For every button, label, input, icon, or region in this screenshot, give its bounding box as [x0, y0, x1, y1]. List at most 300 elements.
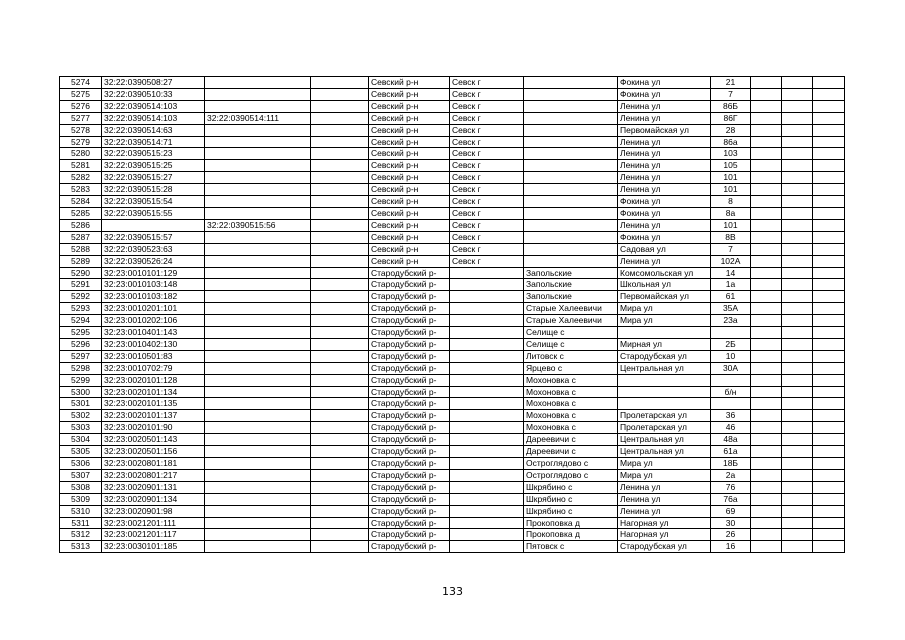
cell-extra-col-1	[751, 315, 782, 327]
cell-cadastral-number: 32:22:0390526:24	[102, 255, 205, 267]
cell-city: Севск г	[450, 124, 524, 136]
cell-extra-col-3	[813, 267, 845, 279]
cell-district: Стародубский р-	[369, 267, 450, 279]
cell-related-cadastral-number	[205, 172, 311, 184]
cell-extra-col-3	[813, 100, 845, 112]
cell-settlement: Дареевичи с	[524, 434, 618, 446]
cell-district: Севский р-н	[369, 88, 450, 100]
cell-row-number: 5308	[60, 481, 102, 493]
cell-extra-col-1	[751, 338, 782, 350]
cell-related-cadastral-number	[205, 243, 311, 255]
cell-extra-col-2	[782, 255, 813, 267]
table-row	[60, 493, 845, 505]
cell-city	[450, 469, 524, 481]
cell-row-number: 5297	[60, 350, 102, 362]
cell-city: Севск г	[450, 184, 524, 196]
cell-cadastral-number: 32:22:0390514:103	[102, 100, 205, 112]
cell-extra-col-2	[782, 291, 813, 303]
cell-row-number: 5290	[60, 267, 102, 279]
cell-district: Севский р-н	[369, 184, 450, 196]
cell-street: Нагорная ул	[618, 517, 711, 529]
cell-blank-col	[311, 88, 369, 100]
cell-district: Стародубский р-	[369, 386, 450, 398]
cell-settlement: Мохоновка с	[524, 410, 618, 422]
cell-district: Севский р-н	[369, 112, 450, 124]
cell-house-number: 2Б	[711, 338, 751, 350]
cell-settlement: Селище с	[524, 327, 618, 339]
cell-extra-col-1	[751, 410, 782, 422]
cell-extra-col-2	[782, 517, 813, 529]
cell-cadastral-number: 32:22:0390515:25	[102, 160, 205, 172]
cell-extra-col-1	[751, 350, 782, 362]
cell-blank-col	[311, 398, 369, 410]
table-row	[60, 458, 845, 470]
cell-city: Севск г	[450, 231, 524, 243]
cell-extra-col-1	[751, 434, 782, 446]
cell-extra-col-3	[813, 422, 845, 434]
cell-district: Стародубский р-	[369, 410, 450, 422]
cell-street: Мира ул	[618, 315, 711, 327]
cell-extra-col-2	[782, 362, 813, 374]
cell-settlement: Мохоновка с	[524, 422, 618, 434]
cell-district: Севский р-н	[369, 255, 450, 267]
cell-cadastral-number: 32:22:0390515:27	[102, 172, 205, 184]
cell-extra-col-2	[782, 529, 813, 541]
cell-extra-col-2	[782, 338, 813, 350]
cell-extra-col-2	[782, 124, 813, 136]
cell-settlement	[524, 160, 618, 172]
cell-district: Стародубский р-	[369, 493, 450, 505]
cell-house-number: 61а	[711, 446, 751, 458]
cell-street: Центральная ул	[618, 446, 711, 458]
cell-cadastral-number: 32:22:0390523:63	[102, 243, 205, 255]
cell-street: Мира ул	[618, 469, 711, 481]
cell-related-cadastral-number	[205, 458, 311, 470]
cell-house-number: 1а	[711, 279, 751, 291]
cell-row-number: 5283	[60, 184, 102, 196]
cell-row-number: 5306	[60, 458, 102, 470]
cell-extra-col-2	[782, 398, 813, 410]
cell-district: Севский р-н	[369, 124, 450, 136]
cell-city	[450, 303, 524, 315]
cell-district: Стародубский р-	[369, 434, 450, 446]
cell-blank-col	[311, 172, 369, 184]
cell-extra-col-3	[813, 362, 845, 374]
cell-related-cadastral-number	[205, 493, 311, 505]
cell-extra-col-3	[813, 374, 845, 386]
cell-extra-col-1	[751, 207, 782, 219]
cell-blank-col	[311, 374, 369, 386]
table-row	[60, 100, 845, 112]
cell-city	[450, 458, 524, 470]
cell-extra-col-3	[813, 493, 845, 505]
cell-district: Севский р-н	[369, 136, 450, 148]
cell-settlement: Селище с	[524, 338, 618, 350]
cell-city	[450, 517, 524, 529]
cell-related-cadastral-number	[205, 327, 311, 339]
cell-extra-col-2	[782, 77, 813, 89]
cell-row-number: 5309	[60, 493, 102, 505]
table-row	[60, 422, 845, 434]
cell-extra-col-2	[782, 315, 813, 327]
cell-city: Севск г	[450, 100, 524, 112]
cell-related-cadastral-number	[205, 386, 311, 398]
table-row	[60, 303, 845, 315]
cell-row-number: 5295	[60, 327, 102, 339]
cell-city: Севск г	[450, 196, 524, 208]
cell-related-cadastral-number	[205, 267, 311, 279]
cell-cadastral-number: 32:23:0020501:156	[102, 446, 205, 458]
cell-blank-col	[311, 243, 369, 255]
cell-district: Стародубский р-	[369, 374, 450, 386]
cell-cadastral-number: 32:23:0020101:137	[102, 410, 205, 422]
cell-blank-col	[311, 207, 369, 219]
cell-extra-col-1	[751, 172, 782, 184]
cell-street: Ленина ул	[618, 160, 711, 172]
cell-blank-col	[311, 100, 369, 112]
cell-house-number	[711, 398, 751, 410]
cell-street: Мирная ул	[618, 338, 711, 350]
table-row	[60, 469, 845, 481]
table-row	[60, 88, 845, 100]
cell-blank-col	[311, 77, 369, 89]
cell-cadastral-number: 32:22:0390515:57	[102, 231, 205, 243]
property-register-table	[59, 76, 845, 553]
cell-extra-col-3	[813, 124, 845, 136]
cell-extra-col-1	[751, 231, 782, 243]
cell-extra-col-2	[782, 422, 813, 434]
cell-cadastral-number: 32:23:0010702:79	[102, 362, 205, 374]
cell-district: Стародубский р-	[369, 291, 450, 303]
table-row	[60, 362, 845, 374]
cell-blank-col	[311, 458, 369, 470]
table-row	[60, 338, 845, 350]
cell-house-number	[711, 327, 751, 339]
cell-house-number: 21	[711, 77, 751, 89]
cell-city	[450, 529, 524, 541]
cell-extra-col-2	[782, 446, 813, 458]
cell-district: Севский р-н	[369, 160, 450, 172]
cell-district: Севский р-н	[369, 148, 450, 160]
cell-street	[618, 386, 711, 398]
cell-extra-col-2	[782, 505, 813, 517]
cell-cadastral-number: 32:23:0010103:148	[102, 279, 205, 291]
cell-city: Севск г	[450, 160, 524, 172]
cell-street: Ленина ул	[618, 100, 711, 112]
cell-cadastral-number: 32:23:0020801:217	[102, 469, 205, 481]
cell-extra-col-2	[782, 493, 813, 505]
cell-extra-col-1	[751, 493, 782, 505]
cell-city: Севск г	[450, 77, 524, 89]
cell-district: Севский р-н	[369, 231, 450, 243]
cell-city: Севск г	[450, 255, 524, 267]
cell-blank-col	[311, 219, 369, 231]
cell-related-cadastral-number	[205, 88, 311, 100]
cell-cadastral-number: 32:23:0020101:90	[102, 422, 205, 434]
cell-settlement: Запольские	[524, 279, 618, 291]
cell-extra-col-2	[782, 458, 813, 470]
cell-settlement	[524, 207, 618, 219]
cell-house-number: 105	[711, 160, 751, 172]
table-row	[60, 410, 845, 422]
cell-extra-col-1	[751, 362, 782, 374]
page-number: 133	[442, 585, 463, 598]
table-row	[60, 517, 845, 529]
cell-related-cadastral-number	[205, 279, 311, 291]
cell-row-number: 5296	[60, 338, 102, 350]
cell-related-cadastral-number	[205, 124, 311, 136]
cell-extra-col-3	[813, 219, 845, 231]
cell-house-number: 46	[711, 422, 751, 434]
cell-city	[450, 291, 524, 303]
cell-city	[450, 434, 524, 446]
cell-house-number: 101	[711, 172, 751, 184]
cell-related-cadastral-number	[205, 446, 311, 458]
table-row	[60, 231, 845, 243]
cell-house-number: 61	[711, 291, 751, 303]
cell-city: Севск г	[450, 207, 524, 219]
cell-house-number: 101	[711, 219, 751, 231]
table-row	[60, 291, 845, 303]
cell-street: Фокина ул	[618, 231, 711, 243]
cell-settlement: Дареевичи с	[524, 446, 618, 458]
cell-blank-col	[311, 434, 369, 446]
cell-cadastral-number: 32:23:0020101:134	[102, 386, 205, 398]
table-row	[60, 434, 845, 446]
cell-street: Ленина ул	[618, 255, 711, 267]
cell-street: Первомайская ул	[618, 124, 711, 136]
cell-blank-col	[311, 469, 369, 481]
cell-row-number: 5294	[60, 315, 102, 327]
cell-district: Севский р-н	[369, 196, 450, 208]
cell-blank-col	[311, 505, 369, 517]
cell-house-number: 7	[711, 88, 751, 100]
table-row	[60, 327, 845, 339]
cell-extra-col-3	[813, 243, 845, 255]
cell-settlement: Мохоновка с	[524, 398, 618, 410]
cell-house-number: 23а	[711, 315, 751, 327]
cell-settlement	[524, 112, 618, 124]
cell-street: Центральная ул	[618, 434, 711, 446]
cell-extra-col-1	[751, 124, 782, 136]
cell-cadastral-number: 32:23:0010101:129	[102, 267, 205, 279]
cell-city: Севск г	[450, 112, 524, 124]
cell-cadastral-number: 32:23:0010103:182	[102, 291, 205, 303]
table-row	[60, 398, 845, 410]
cell-row-number: 5275	[60, 88, 102, 100]
cell-extra-col-2	[782, 184, 813, 196]
cell-extra-col-3	[813, 148, 845, 160]
cell-street: Садовая ул	[618, 243, 711, 255]
cell-related-cadastral-number	[205, 505, 311, 517]
cell-settlement: Ярцево с	[524, 362, 618, 374]
cell-related-cadastral-number	[205, 398, 311, 410]
cell-house-number: 10	[711, 350, 751, 362]
cell-extra-col-1	[751, 517, 782, 529]
table-row	[60, 112, 845, 124]
cell-district: Севский р-н	[369, 77, 450, 89]
cell-extra-col-3	[813, 112, 845, 124]
cell-cadastral-number: 32:22:0390515:28	[102, 184, 205, 196]
cell-extra-col-3	[813, 291, 845, 303]
cell-extra-col-3	[813, 231, 845, 243]
cell-blank-col	[311, 267, 369, 279]
cell-street: Фокина ул	[618, 88, 711, 100]
cell-blank-col	[311, 362, 369, 374]
cell-related-cadastral-number: 32:22:0390515:56	[205, 219, 311, 231]
cell-extra-col-1	[751, 458, 782, 470]
cell-extra-col-2	[782, 136, 813, 148]
cell-street: Ленина ул	[618, 493, 711, 505]
cell-cadastral-number: 32:22:0390514:103	[102, 112, 205, 124]
cell-extra-col-3	[813, 88, 845, 100]
cell-district: Стародубский р-	[369, 529, 450, 541]
cell-extra-col-1	[751, 505, 782, 517]
cell-street: Пролетарская ул	[618, 410, 711, 422]
cell-settlement	[524, 100, 618, 112]
cell-city: Севск г	[450, 148, 524, 160]
cell-cadastral-number: 32:23:0020901:98	[102, 505, 205, 517]
cell-city: Севск г	[450, 219, 524, 231]
cell-extra-col-3	[813, 481, 845, 493]
cell-settlement	[524, 77, 618, 89]
cell-cadastral-number: 32:23:0021201:111	[102, 517, 205, 529]
cell-street: Фокина ул	[618, 207, 711, 219]
cell-related-cadastral-number	[205, 303, 311, 315]
cell-extra-col-2	[782, 386, 813, 398]
cell-related-cadastral-number	[205, 434, 311, 446]
cell-extra-col-3	[813, 77, 845, 89]
cell-settlement	[524, 255, 618, 267]
table-row	[60, 374, 845, 386]
cell-house-number: 48а	[711, 434, 751, 446]
cell-row-number: 5284	[60, 196, 102, 208]
cell-city	[450, 362, 524, 374]
cell-row-number: 5291	[60, 279, 102, 291]
table-row	[60, 219, 845, 231]
table-row	[60, 505, 845, 517]
cell-blank-col	[311, 529, 369, 541]
cell-extra-col-2	[782, 469, 813, 481]
cell-blank-col	[311, 112, 369, 124]
cell-street: Ленина ул	[618, 219, 711, 231]
cell-extra-col-1	[751, 469, 782, 481]
cell-settlement	[524, 184, 618, 196]
cell-city	[450, 315, 524, 327]
cell-row-number: 5276	[60, 100, 102, 112]
table-row	[60, 386, 845, 398]
cell-extra-col-3	[813, 505, 845, 517]
cell-house-number: 2а	[711, 469, 751, 481]
cell-related-cadastral-number	[205, 77, 311, 89]
cell-house-number: 76	[711, 481, 751, 493]
cell-row-number: 5278	[60, 124, 102, 136]
cell-city	[450, 446, 524, 458]
cell-related-cadastral-number	[205, 136, 311, 148]
cell-district: Севский р-н	[369, 100, 450, 112]
cell-extra-col-2	[782, 172, 813, 184]
cell-street: Комсомольская ул	[618, 267, 711, 279]
cell-house-number: 102А	[711, 255, 751, 267]
cell-cadastral-number: 32:22:0390514:71	[102, 136, 205, 148]
cell-row-number: 5288	[60, 243, 102, 255]
cell-extra-col-3	[813, 350, 845, 362]
cell-extra-col-1	[751, 219, 782, 231]
cell-extra-col-2	[782, 267, 813, 279]
cell-extra-col-2	[782, 219, 813, 231]
cell-extra-col-3	[813, 196, 845, 208]
cell-extra-col-1	[751, 88, 782, 100]
cell-blank-col	[311, 350, 369, 362]
cell-extra-col-2	[782, 374, 813, 386]
cell-cadastral-number: 32:22:0390515:54	[102, 196, 205, 208]
cell-extra-col-3	[813, 338, 845, 350]
cell-extra-col-2	[782, 231, 813, 243]
cell-extra-col-3	[813, 184, 845, 196]
cell-house-number: 28	[711, 124, 751, 136]
cell-extra-col-2	[782, 88, 813, 100]
cell-extra-col-3	[813, 172, 845, 184]
cell-blank-col	[311, 124, 369, 136]
cell-extra-col-2	[782, 196, 813, 208]
cell-row-number: 5282	[60, 172, 102, 184]
cell-blank-col	[311, 338, 369, 350]
table-row	[60, 77, 845, 89]
cell-house-number: 86а	[711, 136, 751, 148]
cell-settlement	[524, 172, 618, 184]
cell-extra-col-1	[751, 327, 782, 339]
cell-cadastral-number: 32:23:0020801:181	[102, 458, 205, 470]
table-row	[60, 267, 845, 279]
cell-settlement	[524, 243, 618, 255]
cell-city: Севск г	[450, 136, 524, 148]
cell-blank-col	[311, 315, 369, 327]
cell-extra-col-1	[751, 243, 782, 255]
cell-extra-col-3	[813, 410, 845, 422]
cell-blank-col	[311, 231, 369, 243]
cell-extra-col-1	[751, 279, 782, 291]
cell-settlement	[524, 196, 618, 208]
cell-cadastral-number: 32:22:0390515:55	[102, 207, 205, 219]
cell-settlement: Литовск с	[524, 350, 618, 362]
cell-settlement: Остроглядово с	[524, 458, 618, 470]
cell-district: Стародубский р-	[369, 517, 450, 529]
cell-district: Стародубский р-	[369, 315, 450, 327]
cell-city: Севск г	[450, 243, 524, 255]
cell-extra-col-3	[813, 136, 845, 148]
cell-city	[450, 338, 524, 350]
cell-related-cadastral-number	[205, 100, 311, 112]
cell-street: Фокина ул	[618, 77, 711, 89]
cell-house-number: б/н	[711, 386, 751, 398]
cell-street: Ленина ул	[618, 148, 711, 160]
cell-related-cadastral-number	[205, 517, 311, 529]
table-row	[60, 255, 845, 267]
cell-related-cadastral-number	[205, 529, 311, 541]
cell-city	[450, 481, 524, 493]
cell-settlement	[524, 219, 618, 231]
cell-extra-col-3	[813, 255, 845, 267]
cell-related-cadastral-number	[205, 422, 311, 434]
cell-street	[618, 374, 711, 386]
cell-cadastral-number: 32:23:0020901:131	[102, 481, 205, 493]
cell-street: Ленина ул	[618, 112, 711, 124]
cell-street	[618, 398, 711, 410]
cell-extra-col-1	[751, 148, 782, 160]
cell-district: Стародубский р-	[369, 279, 450, 291]
cell-row-number: 5300	[60, 386, 102, 398]
cell-cadastral-number: 32:22:0390515:23	[102, 148, 205, 160]
